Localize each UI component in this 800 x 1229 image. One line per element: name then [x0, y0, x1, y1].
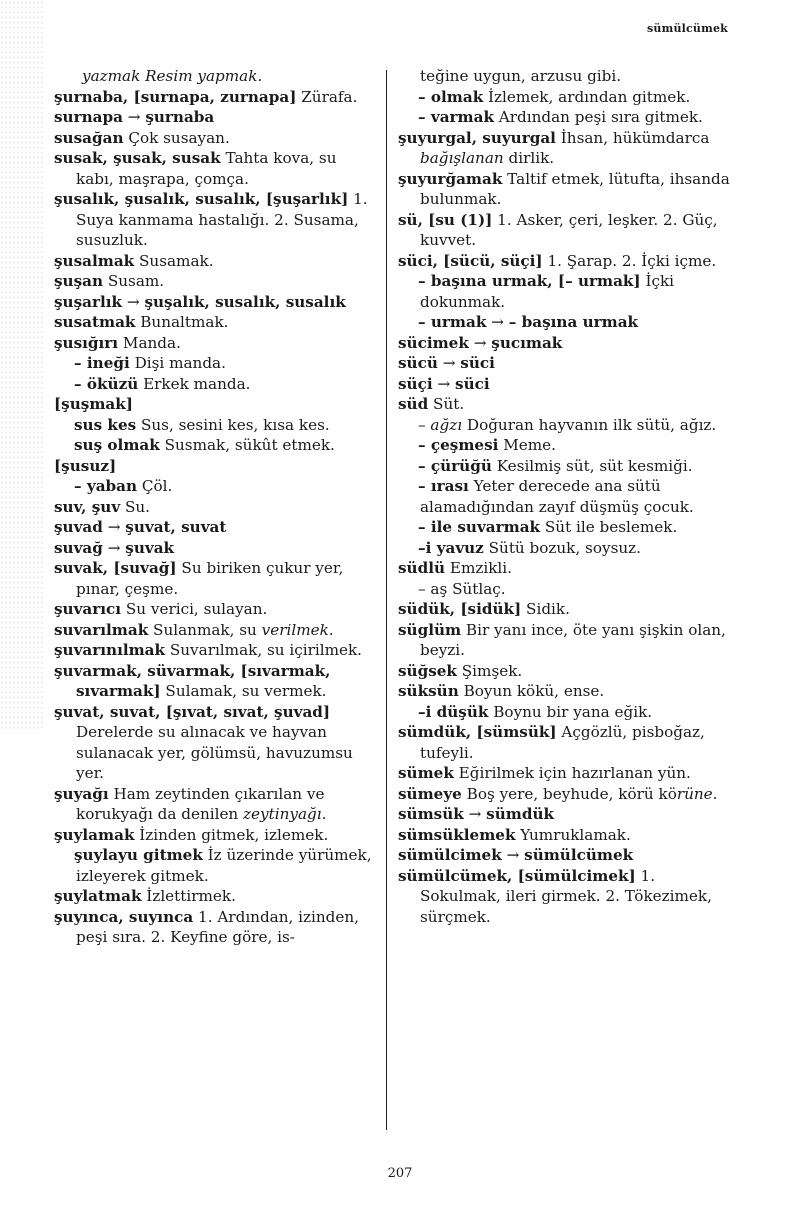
headword: şusalık, şusalık, susalık, [şuşarlık]	[54, 190, 349, 208]
definition-text: Açgözlü, pisboğaz, tufeyli.	[420, 723, 705, 762]
dictionary-entry	[54, 620, 378, 641]
headword: şuşarlık	[54, 292, 123, 311]
headword: – başına urmak, [– urmak]	[418, 272, 641, 290]
dictionary-entry	[398, 415, 733, 436]
dictionary-entry	[398, 251, 733, 272]
headword: şuyurgal, suyurgal	[398, 128, 556, 147]
definition-text: Çöl.	[137, 477, 173, 495]
definition-text: Bir yanı ince, öte yanı şişkin olan, beyzi.	[420, 620, 726, 659]
definition-text: Ham zeytinden çıkarılan ve korukyağı da denilen	[76, 784, 325, 823]
dictionary-entry	[398, 845, 733, 866]
definition-text: İçki dokunmak.	[420, 272, 675, 311]
definition-text: Sidik.	[521, 600, 570, 618]
headword: şuvak	[125, 538, 175, 557]
headword: suvak, [suvağ]	[54, 559, 177, 577]
definition-text: Süt ile beslemek.	[540, 518, 678, 536]
headword: sümülcümek, [sümülcimek]	[398, 866, 636, 885]
definition-text: →	[102, 538, 126, 557]
definition-text: İzlettirmek.	[141, 887, 236, 905]
definition-text: Boyun kökü, ense.	[458, 682, 605, 700]
dictionary-entry	[54, 189, 378, 251]
headword: susağan	[54, 128, 124, 147]
headword: şuvad	[54, 518, 103, 536]
headword: susatmak	[54, 313, 136, 331]
headword: surnapa	[54, 108, 123, 126]
definition-text: Suvarılmak, su içirilmek.	[165, 641, 363, 659]
definition-text: 1. Suya kanmama hastalığı. 2. Susama, susuzluk.	[76, 190, 368, 249]
dictionary-entry	[398, 66, 733, 87]
headword: [şuşmak]	[54, 395, 133, 413]
definition-text: Sulamak, su vermek.	[160, 682, 327, 700]
definition-text: Dişi manda.	[129, 354, 226, 372]
dictionary-entry	[398, 476, 733, 517]
dictionary-entry	[398, 353, 733, 374]
dictionary-entry	[398, 517, 733, 538]
dictionary-entry	[54, 374, 378, 395]
headword: şuvarmak, süvarmak, [sıvarmak, sıvarmak]	[54, 661, 331, 700]
dictionary-entry	[54, 456, 378, 477]
dictionary-entry	[398, 599, 733, 620]
definition-text: Bunaltmak.	[135, 313, 229, 331]
headword: sü, [su (1)]	[398, 210, 493, 229]
headword: südük, [sidük]	[398, 600, 522, 618]
dictionary-entry	[398, 435, 733, 456]
definition-text: zeytinyağı.	[243, 805, 327, 823]
dictionary-entry	[398, 128, 733, 169]
definition-text: Taltif etmek, lütufta, ihsanda bulunmak.	[420, 169, 730, 208]
headword: sümeye	[398, 784, 462, 803]
headword: – ile suvarmak	[418, 518, 541, 536]
headword: şuylamak	[54, 825, 135, 844]
dictionary-entry	[398, 763, 733, 784]
definition-text: Zürafa.	[296, 87, 358, 106]
definition-text: Su verici, sulayan.	[121, 600, 268, 618]
left-column	[54, 66, 378, 948]
dictionary-entry	[54, 476, 378, 497]
headword: süçi	[398, 374, 433, 393]
headword: şurnaba	[145, 108, 215, 126]
definition-text: →	[468, 333, 492, 352]
definition-text: Susmak, sükût etmek.	[159, 436, 335, 454]
definition-text: Şimşek.	[456, 661, 523, 680]
headword: sücimek	[398, 333, 469, 352]
dictionary-entry	[54, 415, 378, 436]
dictionary-entry	[54, 87, 378, 108]
definition-text: Meme.	[498, 436, 556, 454]
headword: –i düşük	[418, 702, 489, 721]
dictionary-entry	[54, 517, 378, 538]
definition-text: →	[432, 374, 456, 393]
dictionary-entry	[54, 312, 378, 333]
definition-text: teğine uygun, arzusu gibi.	[420, 67, 622, 85]
definition-text: Boynu bir yana eğik.	[488, 702, 653, 721]
page-number: 207	[387, 1166, 413, 1181]
headword: südlü	[398, 559, 446, 577]
headword: –i yavuz	[418, 538, 484, 557]
headword: sümek	[398, 764, 454, 782]
headword: süci	[460, 354, 495, 372]
definition-text: Yumruklamak.	[515, 825, 631, 844]
running-head: sümülcümek	[647, 22, 728, 35]
definition-text: Sus, sesini kes, kısa kes.	[136, 415, 330, 434]
dictionary-entry	[398, 558, 733, 579]
dictionary-entry	[398, 538, 733, 559]
dictionary-entry	[398, 825, 733, 846]
dictionary-entry	[398, 579, 733, 600]
definition-text: Emzikli.	[445, 559, 512, 577]
definition-text: Sütü bozuk, soysuz.	[483, 538, 641, 557]
headword: şuşan	[54, 272, 104, 290]
definition-text: yazmak Resim yapmak.	[82, 67, 263, 85]
definition-text: Manda.	[118, 333, 181, 352]
dictionary-entry	[54, 128, 378, 149]
headword: süd	[398, 395, 429, 413]
headword: – varmak	[418, 108, 494, 126]
headword: susak, şusak, susak	[54, 149, 221, 167]
headword: şuvarıcı	[54, 600, 122, 618]
definition-text: rüne.	[676, 784, 718, 803]
definition-text: Susamak.	[134, 251, 214, 270]
definition-text: 1. Ardından, izinden, peşi sıra. 2. Keyfine göre, is-	[76, 907, 359, 946]
definition-text: →	[102, 518, 126, 536]
headword: süglüm	[398, 620, 462, 639]
headword: şuvarınılmak	[54, 641, 166, 659]
definition-text: 1. Sokulmak, ileri girmek. 2. Tökezimek, sürçmek.	[420, 866, 712, 926]
dictionary-entry	[398, 87, 733, 108]
scan-margin-noise	[0, 0, 45, 730]
dictionary-entry	[54, 435, 378, 456]
dictionary-entry	[398, 333, 733, 354]
headword: – çeşmesi	[418, 436, 499, 454]
headword: sümsük	[398, 805, 464, 823]
definition-text: Derelerde su alınacak ve hayvan sulanacak yer, gölümsü, havuzumsu yer.	[76, 723, 353, 782]
definition-text: Boş yere, beyhude, körü kö	[461, 784, 677, 803]
headword: şuşalık, susalık, susalık	[144, 292, 346, 311]
headword: – urmak	[418, 313, 487, 331]
dictionary-entry	[54, 271, 378, 292]
dictionary-entry	[54, 599, 378, 620]
definition-text: Erkek manda.	[138, 374, 251, 393]
dictionary-entry	[398, 107, 733, 128]
dictionary-entry	[398, 722, 733, 763]
right-column	[398, 66, 733, 927]
headword: şuvat, suvat, [şıvat, sıvat, şuvad]	[54, 702, 331, 721]
definition-text: – aş Sütlaç.	[418, 579, 506, 598]
dictionary-entry	[54, 640, 378, 661]
dictionary-entry	[54, 66, 378, 87]
dictionary-entry	[54, 886, 378, 907]
headword: süğsek	[398, 661, 457, 680]
definition-text: İzinden gitmek, izlemek.	[134, 825, 329, 844]
headword: sümdük	[486, 805, 555, 823]
dictionary-entry	[398, 456, 733, 477]
definition-text: İzlemek, ardından gitmek.	[483, 87, 691, 106]
definition-text: →	[463, 805, 487, 823]
dictionary-entry	[398, 804, 733, 825]
headword: şuyurğamak	[398, 169, 503, 188]
dictionary-entry	[398, 702, 733, 723]
definition-text: Kesilmiş süt, süt kesmiği.	[491, 456, 693, 475]
headword: şucımak	[491, 333, 563, 352]
headword: şuvat, suvat	[125, 518, 227, 536]
headword: sümülcimek	[398, 846, 502, 864]
dictionary-entry	[54, 148, 378, 189]
definition-text: Susam.	[103, 272, 165, 290]
dictionary-entry	[54, 558, 378, 599]
definition-text: bağışlanan	[420, 149, 504, 167]
definition-text: Yeter derecede ana sütü alamadığından zayıf düşmüş çocuk.	[420, 477, 694, 516]
definition-text: Tahta kova, su kabı, maşrapa, çomça.	[76, 149, 337, 188]
definition-text: İhsan, hükümdarca	[555, 128, 710, 147]
definition-text: Sulanmak, su	[148, 620, 262, 639]
dictionary-entry	[398, 271, 733, 312]
dictionary-entry	[54, 497, 378, 518]
dictionary-entry	[398, 374, 733, 395]
dictionary-entry	[54, 107, 378, 128]
dictionary-entry	[54, 825, 378, 846]
definition-text: 1. Şarap. 2. İçki içme.	[542, 251, 717, 270]
headword: – öküzü	[74, 374, 139, 393]
definition-text: →	[501, 846, 525, 864]
definition-text: verilmek.	[261, 620, 334, 639]
headword: suvağ	[54, 538, 103, 557]
dictionary-entry	[54, 907, 378, 948]
definition-text: →	[437, 354, 461, 372]
headword: süksün	[398, 682, 459, 700]
headword: suv, şuv	[54, 497, 121, 516]
dictionary-entry	[398, 620, 733, 661]
dictionary-entry	[398, 681, 733, 702]
dictionary-entry	[54, 292, 378, 313]
dictionary-entry	[54, 333, 378, 354]
dictionary-entry	[398, 784, 733, 805]
headword: şusığırı	[54, 333, 119, 352]
definition-text: Çok susayan.	[123, 128, 230, 147]
headword: – yaban	[74, 477, 138, 495]
definition-text: –	[418, 415, 431, 434]
definition-text: ağzı	[430, 415, 463, 434]
dictionary-entry	[54, 845, 378, 886]
column-divider	[386, 70, 387, 1130]
headword: şusalmak	[54, 251, 135, 270]
definition-text: İz üzerinde yürümek, izleyerek gitmek.	[76, 846, 372, 885]
headword: [şusuz]	[54, 456, 117, 475]
headword: şuylatmak	[54, 887, 142, 905]
headword: sus kes	[74, 415, 137, 434]
headword: – ineği	[74, 354, 130, 372]
headword: sücü	[398, 354, 438, 372]
headword: şuyınca, suyınca	[54, 907, 194, 926]
headword: sümdük, [sümsük]	[398, 723, 557, 741]
headword: şuyağı	[54, 784, 109, 803]
headword: suş olmak	[74, 436, 160, 454]
definition-text: Ardından peşi sıra gitmek.	[493, 108, 703, 126]
headword: suvarılmak	[54, 620, 149, 639]
headword: süci	[455, 374, 490, 393]
definition-text: 1. Asker, çeri, leşker. 2. Güç, kuvvet.	[420, 210, 718, 249]
headword: sümülcümek	[524, 846, 634, 864]
definition-text: →	[122, 108, 146, 126]
dictionary-entry	[54, 661, 378, 702]
dictionary-entry	[398, 169, 733, 210]
dictionary-entry	[54, 784, 378, 825]
headword: – çürüğü	[418, 456, 492, 475]
dictionary-entry	[398, 394, 733, 415]
dictionary-entry	[54, 394, 378, 415]
headword: şurnaba, [surnapa, zurnapa]	[54, 87, 297, 106]
definition-text: Su.	[120, 497, 151, 516]
dictionary-entry	[398, 312, 733, 333]
definition-text: →	[122, 292, 145, 311]
headword: şuylayu gitmek	[74, 846, 203, 864]
definition-text: Eğirilmek için hazırlanan yün.	[453, 764, 691, 782]
definition-text: →	[486, 313, 509, 331]
headword: süci, [sücü, süçi]	[398, 251, 543, 270]
dictionary-entry	[398, 210, 733, 251]
dictionary-entry	[54, 251, 378, 272]
dictionary-entry	[54, 538, 378, 559]
dictionary-entry	[54, 702, 378, 784]
dictionary-entry	[398, 661, 733, 682]
headword: sümsüklemek	[398, 825, 516, 844]
definition-text: Su biriken çukur yer, pınar, çeşme.	[76, 559, 344, 598]
dictionary-entry	[398, 866, 733, 928]
headword: – başına urmak	[508, 313, 639, 331]
definition-text: Süt.	[428, 395, 465, 413]
headword: – ırası	[418, 477, 469, 495]
definition-text: dirlik.	[503, 149, 555, 167]
definition-text: Doğuran hayvanın ilk sütü, ağız.	[462, 415, 717, 434]
headword: – olmak	[418, 87, 484, 106]
dictionary-entry	[54, 353, 378, 374]
